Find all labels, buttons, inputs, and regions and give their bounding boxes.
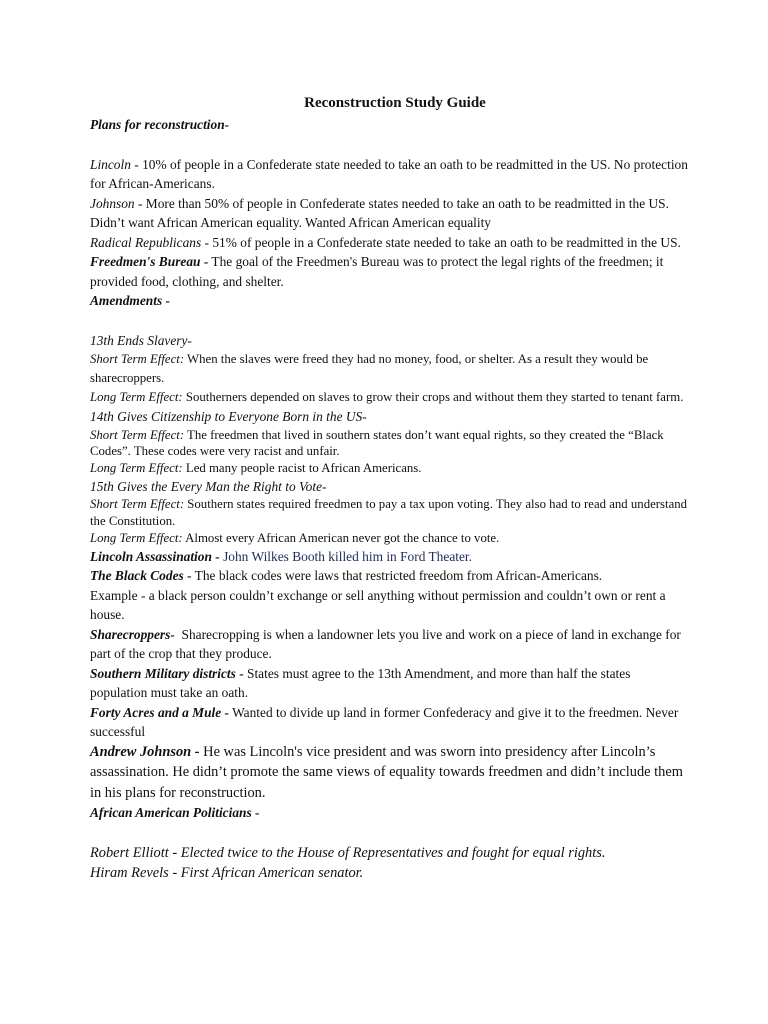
amendment-15-heading: 15th Gives the Every Man the Right to Vote-	[90, 478, 327, 494]
black-codes-text: The black codes were laws that restricted freedom from African-Americans.	[191, 568, 603, 584]
page-title: Reconstruction Study Guide	[304, 95, 486, 111]
lincoln-label: Lincoln	[90, 156, 131, 172]
spacer	[90, 135, 690, 155]
assassination-text: John Wilkes Booth killed him in Ford Theater.	[219, 548, 472, 564]
radical-label: Radical Republicans	[90, 234, 202, 250]
forty-acres-label: Forty Acres and a Mule -	[90, 704, 229, 720]
long-term-text: Almost every African American never got the chance to vote.	[182, 530, 500, 545]
johnson-text: - More than 50% of people in Confederate states needed to take an oath to be readmitted in the US. Didn’t want African American equality. Wanted African American equality	[90, 195, 669, 230]
long-term-label: Long Term Effect:	[90, 461, 183, 476]
forty-acres	[90, 703, 690, 742]
freedmens-bureau-text: The goal of the Freedmen's Bureau was to protect the legal rights of the freedmen; it provided food, clothing, and shelter.	[90, 254, 664, 289]
hiram-revels: Hiram Revels - First African American senator.	[90, 865, 364, 882]
amendment-14-short-term	[90, 427, 690, 461]
andrew-johnson-text: He was Lincoln's vice president and was sworn into presidency after Lincoln’s assassination. He didn’t promote the same views of equality towards freedmen and didn’t include them in his plans for reconstruction.	[90, 743, 683, 801]
freedmens-bureau-label: Freedmen's Bureau -	[90, 254, 209, 269]
johnson-plan	[90, 194, 690, 233]
sharecroppers-text: Sharecropping is when a landowner lets you live and work on a piece of land in exchange for part of the crop that they produce.	[90, 626, 685, 662]
amendment-15-short-term	[90, 496, 690, 530]
amendment-13-short-term	[90, 350, 690, 388]
robert-elliott: Robert Elliott - Elected twice to the House of Representatives and fought for equal rights.	[90, 844, 606, 861]
freedmens-bureau	[90, 252, 690, 291]
short-term-text: When the slaves were freed they had no money, food, or shelter. As a result they would be sharecroppers.	[90, 352, 649, 385]
politicians-heading: African American Politicians -	[90, 805, 260, 821]
lincoln-assassination	[90, 547, 690, 567]
amendment-15-long-term	[90, 530, 690, 547]
long-term-text: Led many people racist to African Americans.	[182, 461, 422, 476]
southern-military-districts	[90, 664, 690, 703]
military-label: Southern Military districts -	[90, 665, 244, 681]
radical-text: - 51% of people in a Confederate state needed to take an oath to be readmitted in the US.	[201, 234, 681, 250]
long-term-label: Long Term Effect:	[90, 530, 183, 545]
short-term-label: Short Term Effect:	[90, 352, 185, 366]
long-term-label: Long Term Effect:	[90, 390, 183, 404]
black-codes-example: Example - a black person couldn’t exchange or sell anything without permission and couldn’t own or rent a house.	[90, 587, 666, 623]
andrew-johnson	[90, 742, 690, 804]
spacer	[90, 311, 690, 331]
sharecroppers-label: Sharecroppers-	[90, 626, 175, 642]
lincoln-plan	[90, 155, 690, 194]
military-text: States must agree to the 13th Amendment, and more than half the states population must take an oath.	[90, 665, 631, 701]
sharecroppers	[90, 625, 690, 664]
lincoln-text: - 10% of people in a Confederate state needed to take an oath to be readmitted in the US. No protection for African-Americans.	[90, 156, 688, 191]
black-codes-label: The Black Codes -	[90, 568, 192, 584]
forty-acres-text: Wanted to divide up land in former Confederacy and give it to the freedmen. Never successful	[90, 704, 679, 740]
short-term-text: Southern states required freedmen to pay a tax upon voting. They also had to read and understand the Constitution.	[90, 497, 688, 529]
johnson-label: Johnson	[90, 195, 135, 211]
amendment-13-heading: 13th Ends Slavery-	[90, 332, 192, 348]
study-guide	[90, 93, 690, 884]
plans-heading: Plans for reconstruction-	[90, 117, 230, 132]
amendments-heading: Amendments -	[90, 293, 170, 308]
short-term-label: Short Term Effect:	[90, 427, 185, 442]
long-term-text: Southerners depended on slaves to grow their crops and without them they started to tenant farm.	[182, 390, 684, 404]
amendment-14-heading: 14th Gives Citizenship to Everyone Born in the US-	[90, 409, 367, 424]
black-codes	[90, 566, 690, 586]
radical-plan	[90, 233, 690, 253]
short-term-text: The freedmen that lived in southern states don’t want equal rights, so they created the “Black Codes”. These codes were very racist and unfair.	[90, 427, 664, 459]
amendment-13-long-term	[90, 388, 690, 407]
spacer	[90, 823, 690, 843]
short-term-label: Short Term Effect:	[90, 497, 185, 512]
assassination-label: Lincoln Assassination -	[90, 548, 220, 564]
andrew-johnson-label: Andrew Johnson -	[90, 743, 200, 760]
amendment-14-long-term	[90, 460, 690, 477]
